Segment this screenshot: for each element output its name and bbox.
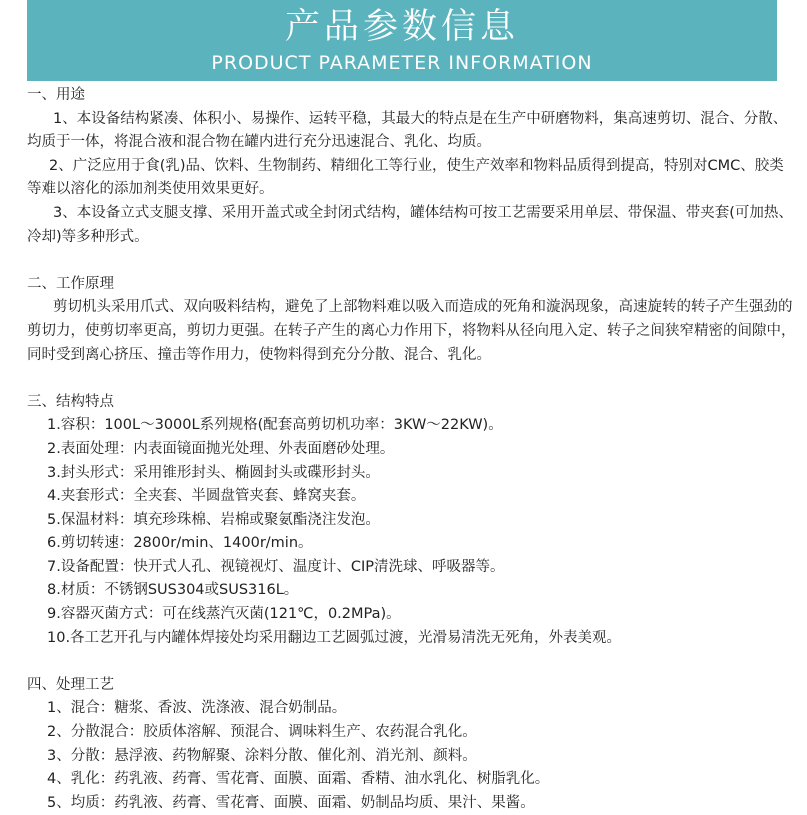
list-item: 4.夹套形式：全夹套、半圆盘管夹套、蜂窝夹套。	[47, 488, 366, 505]
list-item: 7.设备配置：快开式人孔、视镜视灯、温度计、CIP清洗球、呼吸器等。	[47, 558, 505, 575]
list-item: 8.材质：不锈钢SUS304或SUS316L。	[47, 582, 299, 599]
list-item: 4、乳化：药乳液、药膏、雪花膏、面膜、面霜、香精、油水乳化、树脂乳化。	[47, 771, 550, 788]
list-item: 3.封头形式：采用锥形封头、椭圆封头或碟形封头。	[47, 464, 380, 481]
section-principle	[27, 273, 797, 367]
list-item: 1.容积：100L～3000L系列规格(配套高剪切机功率：3KW～22KW)。	[47, 417, 503, 434]
section-usage	[27, 84, 797, 249]
paragraph: 剪切机头采用爪式、双向吸料结构，避免了上部物料难以吸入而造成的死角和漩涡现象，高速旋转的转子产生强劲的剪切力，使剪切率更高，剪切力更强。在转子产生的离心力作用下，将物料从径向甩入定、转子之间狭窄精密的间隙中，同时受到离心挤压、撞击等作用力，使物料得到充分分散、混合、乳化。	[27, 299, 796, 363]
list-item: 6.剪切转速：2800r/min、1400r/min。	[47, 535, 313, 552]
page-subtitle: PRODUCT PARAMETER INFORMATION	[211, 52, 593, 74]
title-banner	[27, 0, 777, 81]
section-heading: 一、用途	[27, 87, 85, 103]
list-item: 10.各工艺开孔与内罐体焊接处均采用翻边工艺圆弧过渡，光滑易清洗无死角，外表美观。	[47, 629, 622, 646]
list-item: 2、分散混合：胶质体溶解、预混合、调味料生产、农药混合乳化。	[47, 724, 477, 741]
section-heading: 四、处理工艺	[27, 676, 114, 693]
section-process	[27, 674, 797, 815]
section-structure	[27, 391, 797, 651]
paragraph: 3、本设备立式支腿支撑、采用开盖式或全封闭式结构，罐体结构可按工艺需要采用单层、带保温、带夹套(可加热、冷却)等多种形式。	[27, 204, 793, 245]
section-heading: 二、工作原理	[27, 275, 114, 292]
list-item: 1、混合：糖浆、香波、洗涤液、混合奶制品。	[47, 700, 347, 717]
page-title: 产品参数信息	[284, 7, 519, 47]
paragraph: 1、本设备结构紧凑、体积小、易操作、运转平稳，其最大的特点是在生产中研磨物料，集高速剪切、混合、分散、均质于一体，将混合液和混合物在罐内进行充分迅速混合、乳化、均质。	[27, 110, 788, 151]
paragraph: 2、广泛应用于食(乳)品、饮料、生物制药、精细化工等行业，使生产效率和物料品质得到提高，特别对CMC、胶类等难以溶化的添加剂类使用效果更好。	[27, 157, 784, 198]
list-item: 9.容器灭菌方式：可在线蒸汽灭菌(121℃，0.2MPa)。	[47, 606, 401, 623]
content-body	[27, 84, 797, 815]
list-item: 5、均质：药乳液、药膏、雪花膏、面膜、面霜、奶制品均质、果汁、果酱。	[47, 794, 535, 811]
list-item: 2.表面处理：内表面镜面抛光处理、外表面磨砂处理。	[47, 440, 395, 457]
list-item: 3、分散：悬浮液、药物解聚、涂料分散、催化剂、消光剂、颜料。	[47, 747, 477, 764]
section-heading: 三、结构特点	[27, 393, 114, 410]
list-item: 5.保温材料：填充珍珠棉、岩棉或聚氨酯浇注发泡。	[47, 511, 380, 528]
